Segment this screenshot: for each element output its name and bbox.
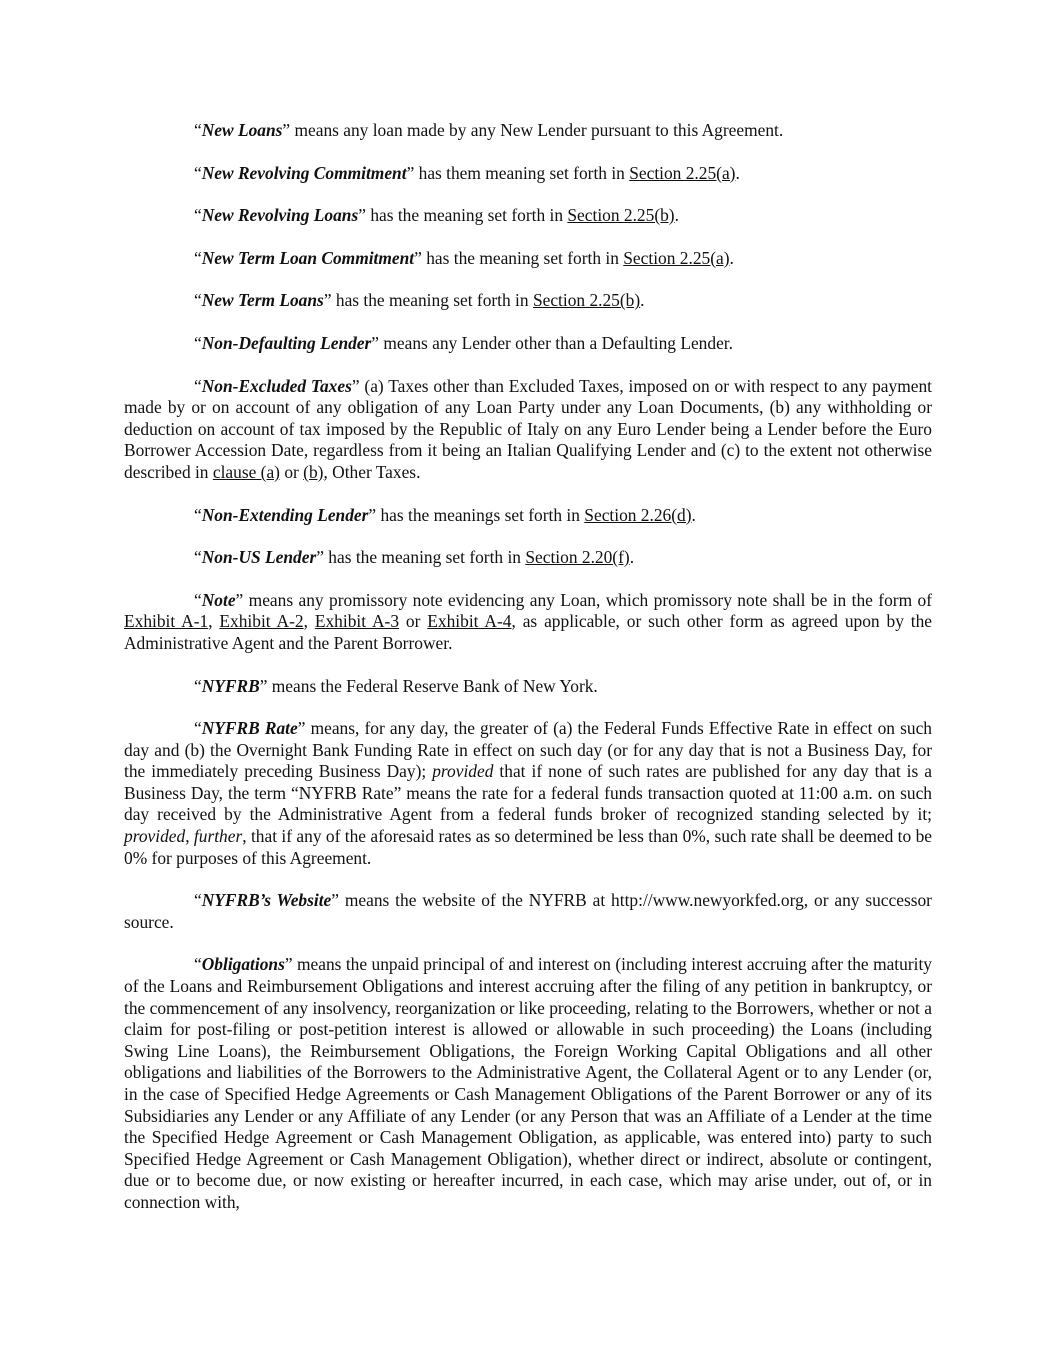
body-text: “ (194, 589, 202, 610)
body-text: , (208, 611, 220, 632)
body-text: , Other Taxes. (323, 461, 421, 482)
defined-term: New Revolving Loans (201, 205, 359, 226)
defined-term: New Loans (201, 120, 283, 140)
body-text: ” means any promissory note evidencing any Loan, which promissory note shall be in the form of (235, 589, 932, 610)
defined-term: Obligations (201, 954, 285, 975)
definition-nyfrb-rate (124, 718, 932, 869)
definition-obligations (124, 954, 932, 1213)
cross-reference-link[interactable]: Section 2.25(b) (532, 290, 641, 311)
definition-new-revolving-commitment (124, 163, 932, 185)
body-text: ” has them meaning set forth in (406, 162, 630, 183)
definition-non-us-lender (124, 547, 932, 569)
defined-term: NYFRB’s Website (201, 890, 332, 911)
body-text: . (729, 247, 734, 268)
defined-term: New Revolving Commitment (201, 162, 407, 183)
body-text: “ (194, 547, 202, 568)
body-text: ” means the website of the NYFRB at http://www.newyorkfed.org, or any successor source. (124, 890, 932, 932)
defined-term: Non-Defaulting Lender (201, 332, 372, 353)
italic-text: provided (432, 761, 494, 782)
definition-non-defaulting-lender (124, 333, 932, 355)
body-text: “ (194, 120, 202, 140)
body-text: ” has the meaning set forth in (414, 247, 624, 268)
body-text: or (279, 461, 304, 482)
document-page (124, 120, 932, 1235)
body-text: “ (194, 718, 202, 739)
definition-new-loans (124, 120, 932, 142)
definition-nyfrb (124, 676, 932, 698)
body-text: ” has the meaning set forth in (323, 290, 533, 311)
cross-reference-link[interactable]: Section 2.26(d) (584, 504, 692, 525)
cross-reference-link[interactable]: Exhibit A-2 (219, 611, 304, 632)
cross-reference-link[interactable]: clause (a) (212, 461, 280, 482)
defined-term: New Term Loan Commitment (201, 247, 415, 268)
body-text: “ (194, 332, 202, 353)
cross-reference-link[interactable]: Section 2.20(f) (525, 547, 630, 568)
definition-new-term-loan-commitment (124, 248, 932, 270)
definition-non-excluded-taxes (124, 376, 932, 484)
cross-reference-link[interactable]: Section 2.25(a) (623, 247, 730, 268)
cross-reference-link[interactable]: (b) (303, 461, 324, 482)
body-text: . (691, 504, 696, 525)
definition-note (124, 590, 932, 655)
body-text: . (735, 162, 740, 183)
definition-nyfrbs-website (124, 890, 932, 933)
defined-term: Non-Extending Lender (201, 504, 369, 525)
body-text: , as applicable, or such other form as agreed upon by the Administrative Agent and the Parent Borrower. (124, 611, 933, 653)
body-text: “ (194, 247, 202, 268)
body-text: ” means the unpaid principal of and interest on (including interest accruing after the maturity of the Loans and Reimbursement Obligations and interest accruing after the filing of any petition in bankruptcy, or the commencement of any insolvency, reorganization or like proceeding, relating to the Borrowers, whether or not a claim for post-filing or post-petition interest is allowed or allowable in such proceeding) the Loans (including Swing Line Loans), the Reimbursement Obligations, the Foreign Working Capital Obligations and all other obligations and liabilities of the Borrowers to the Administrative Agent, the Collateral Agent or to any Lender (or, in the case of Specified Hedge Agreements or Cash Management Obligations of the Parent Borrower or any of its Subsidiaries any Lender or any Affiliate of any Lender (or any Person that was an Affiliate of a Lender at the time the Specified Hedge Agreement or Cash Management Obligation, as applicable, was entered into) party to such Specified Hedge Agreement or Cash Management Obligation), whether direct or indirect, absolute or contingent, due or to become due, or now existing or hereafter incurred, in each case, which may arise under, out of, or in connection with, (124, 954, 932, 1212)
body-text: ” (a) Taxes other than Excluded Taxes, imposed on or with respect to any payment made by or on account of any obligation of any Loan Party under any Loan Documents, (b) any withholding or deduction on account of tax imposed by the Republic of Italy on any Euro Lender being a Lender before the Euro Borrower Accession Date, regardless from it being an Italian Qualifying Lender and (c) to the extent not otherwise described in (124, 375, 932, 482)
defined-term: Non-Excluded Taxes (201, 375, 352, 396)
defined-term: New Term Loans (201, 290, 324, 311)
definition-non-extending-lender (124, 505, 932, 527)
body-text: “ (194, 205, 202, 226)
body-text: ” has the meanings set forth in (368, 504, 585, 525)
defined-term: NYFRB Rate (201, 718, 298, 739)
italic-text: provided (124, 826, 186, 847)
cross-reference-link[interactable]: Section 2.25(a) (629, 162, 736, 183)
body-text: ” means the Federal Reserve Bank of New York. (259, 675, 598, 696)
definition-new-term-loans (124, 290, 932, 312)
cross-reference-link[interactable]: Section 2.25(b) (567, 205, 675, 226)
body-text: , (185, 826, 194, 847)
body-text: “ (194, 675, 202, 696)
body-text: ” means, for any day, the greater of (a) the Federal Funds Effective Rate in effect on such day and (b) the Overnight Bank Funding Rate in effect on such day (or for any day that is not a Business Day, for the immediately preceding Business Day); (124, 718, 932, 782)
body-text: “ (194, 162, 202, 183)
defined-term: Non-US Lender (201, 547, 317, 568)
body-text: “ (194, 890, 202, 911)
body-text: “ (194, 375, 202, 396)
defined-term: Note (201, 589, 236, 610)
cross-reference-link[interactable]: Exhibit A-3 (314, 611, 400, 632)
body-text: . (674, 205, 679, 226)
body-text: or (399, 611, 428, 632)
italic-text: further (193, 826, 243, 847)
body-text: . (629, 547, 635, 568)
body-text: “ (194, 954, 202, 975)
body-text: ” means any Lender other than a Defaulting Lender. (371, 332, 733, 353)
body-text: that if none of such rates are published for any day that is a Business Day, the term “NYFRB Rate” means the rate for a federal funds transaction quoted at 11:00 a.m. on such day received by the Administrative Agent from a federal funds broker of recognized standing selected by it; (124, 761, 933, 825)
body-text: “ (194, 290, 202, 311)
defined-term: NYFRB (201, 675, 260, 696)
body-text: ” has the meaning set forth in (316, 547, 526, 568)
definition-new-revolving-loans (124, 205, 932, 227)
body-text: “ (194, 504, 202, 525)
body-text: ” means any loan made by any New Lender pursuant to this Agreement. (282, 120, 784, 140)
cross-reference-link[interactable]: Exhibit A-4 (427, 611, 512, 632)
body-text: , (303, 611, 315, 632)
body-text: . (640, 290, 645, 311)
body-text: ” has the meaning set forth in (358, 205, 568, 226)
body-text: , that if any of the aforesaid rates as so determined be less than 0%, such rate shall be deemed to be 0% for purposes of this Agreement. (124, 826, 932, 868)
cross-reference-link[interactable]: Exhibit A-1 (124, 611, 209, 632)
